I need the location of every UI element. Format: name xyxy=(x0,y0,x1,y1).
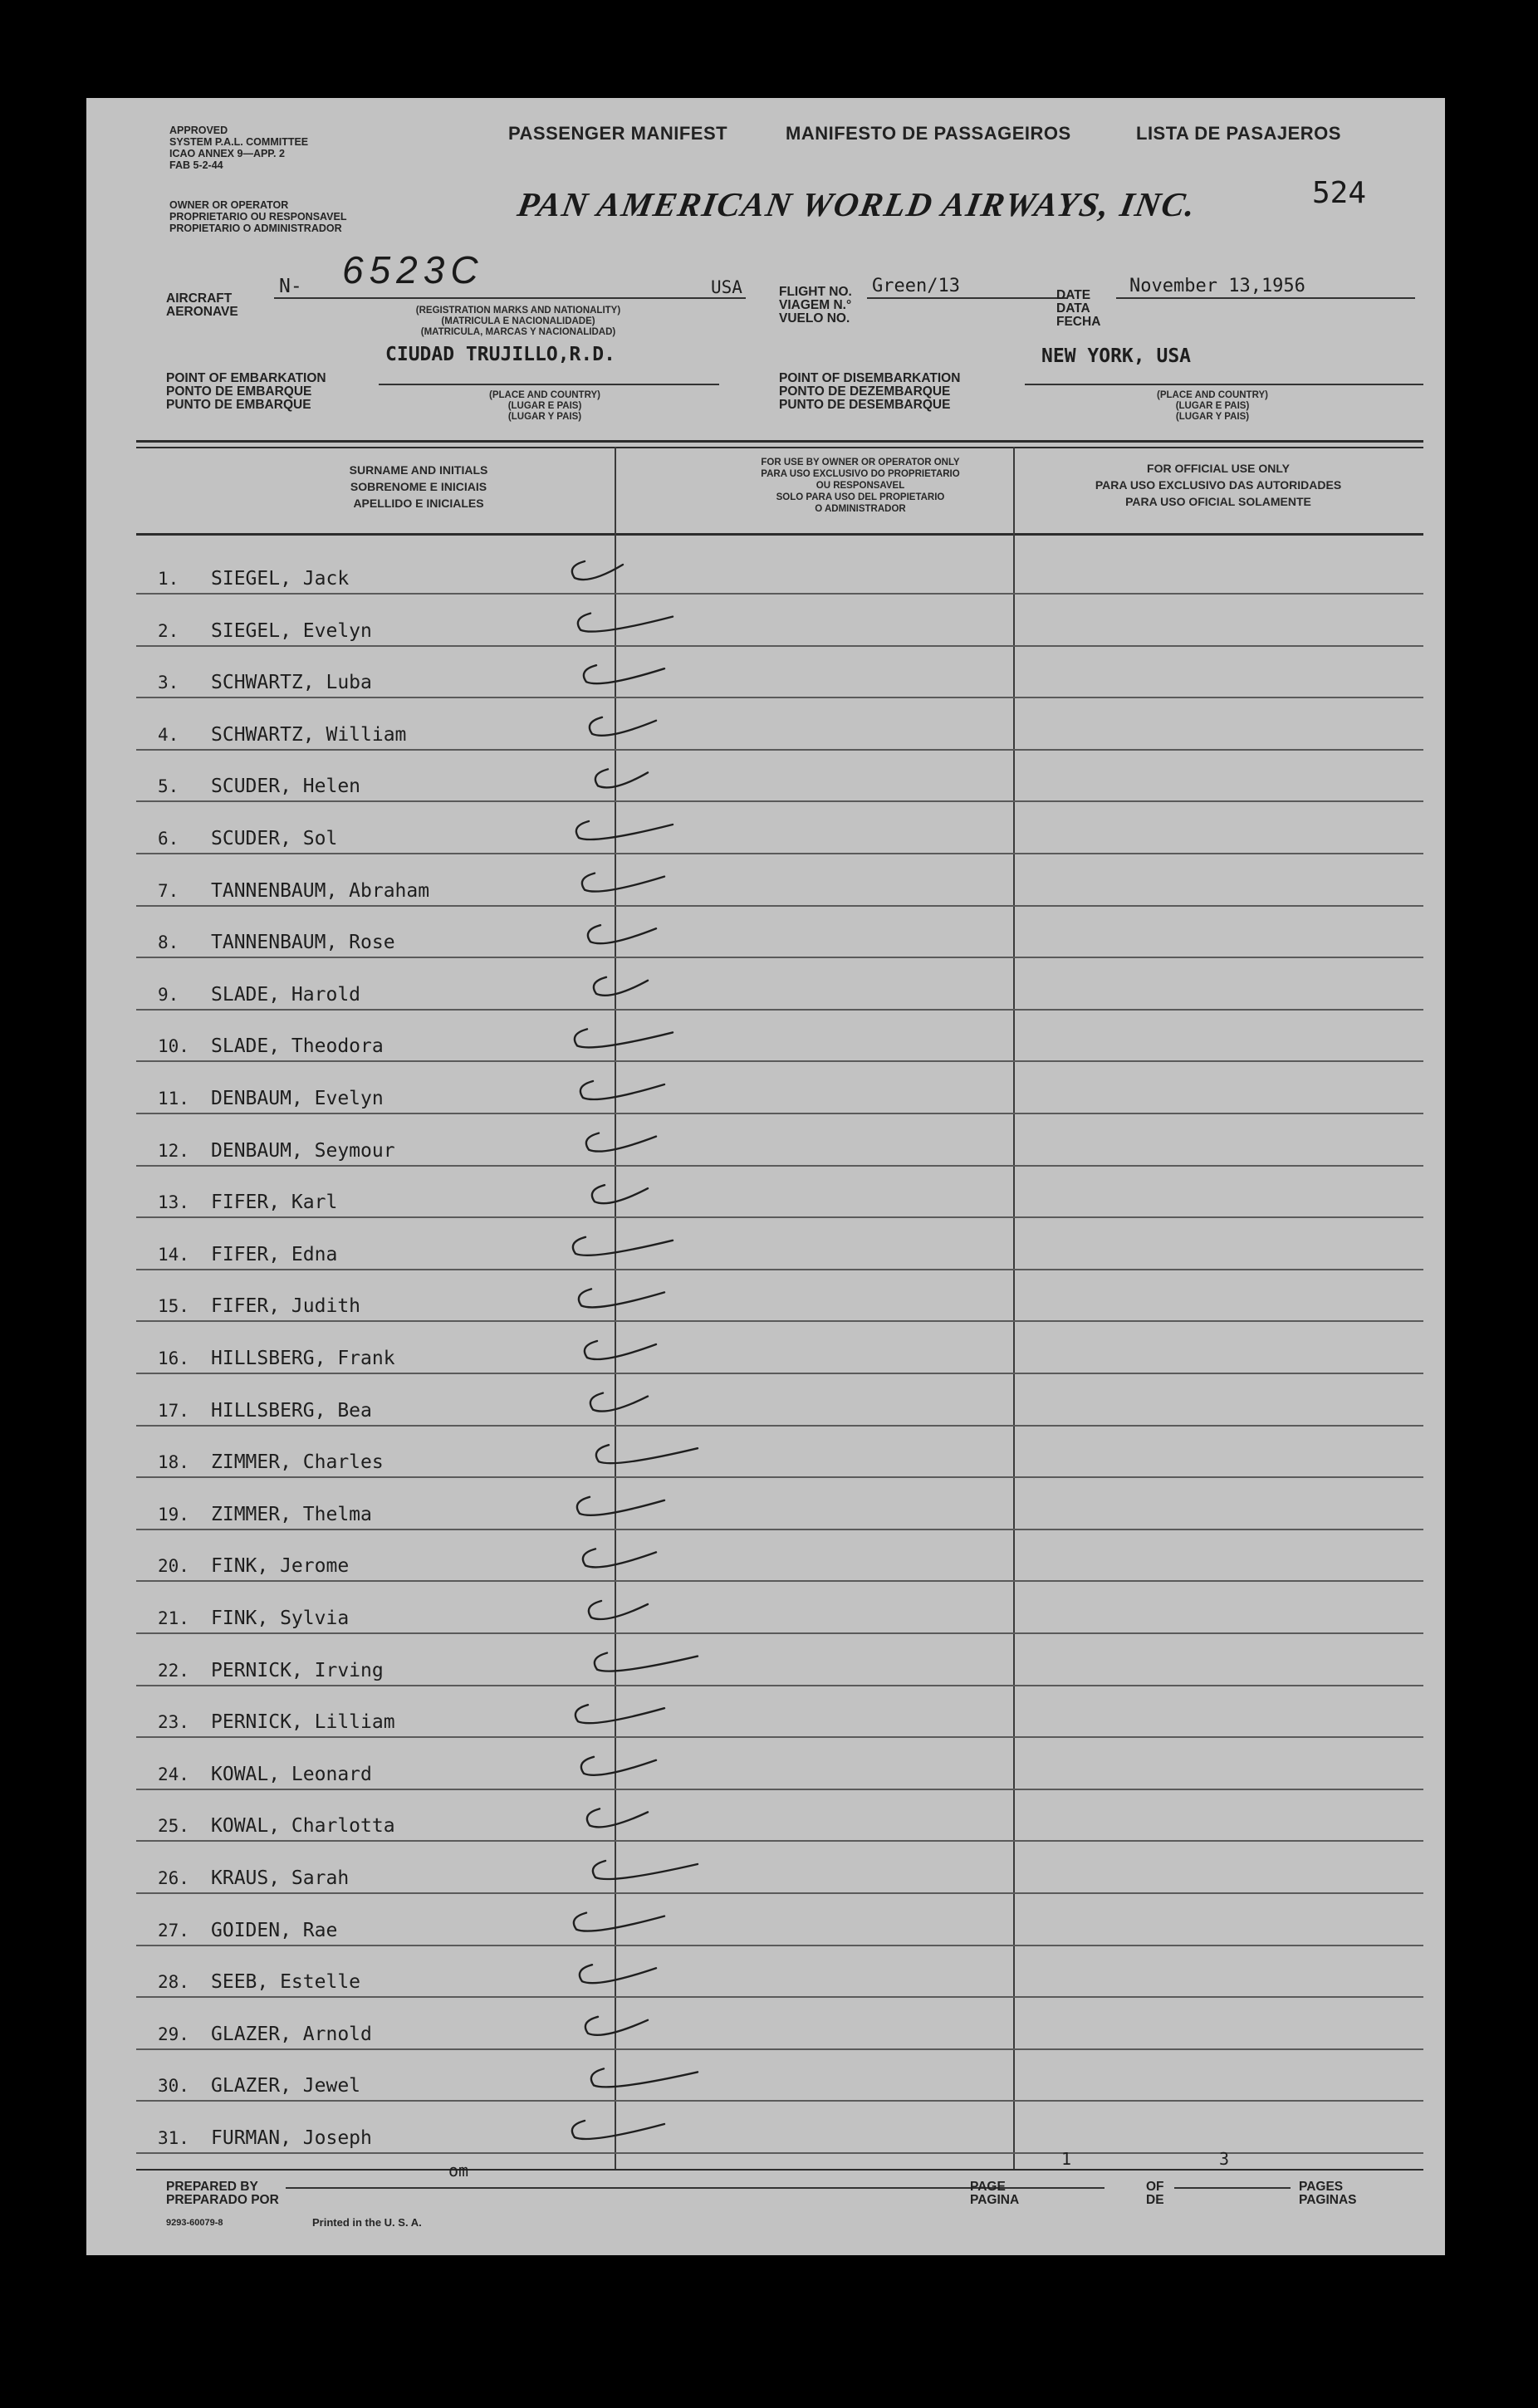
disembarkation-value: NEW YORK, USA xyxy=(1041,345,1192,367)
prepared-value: om xyxy=(448,2161,469,2180)
row-number: 5. xyxy=(158,776,179,797)
checkmark xyxy=(581,1757,656,1775)
row-number: 2. xyxy=(158,620,179,641)
date-label: DATE DATA FECHA xyxy=(1056,288,1101,329)
passenger-name: DENBAUM, Seymour xyxy=(211,1139,395,1162)
date-value: November 13,1956 xyxy=(1129,276,1305,296)
row-number: 13. xyxy=(158,1192,189,1213)
checkmark xyxy=(580,1965,656,1983)
row-number: 22. xyxy=(158,1660,189,1681)
passenger-name: TANNENBAUM, Rose xyxy=(211,932,395,954)
checkmark xyxy=(582,874,664,892)
passenger-name: DENBAUM, Evelyn xyxy=(211,1088,384,1109)
pages-label: PAGES PAGINAS xyxy=(1299,2180,1357,2207)
passenger-name: FINK, Sylvia xyxy=(211,1608,350,1629)
row-number: 10. xyxy=(158,1036,189,1057)
manifest-sheet xyxy=(86,98,1445,2255)
passenger-name: SIEGEL, Evelyn xyxy=(211,619,372,642)
passenger-name: GOIDEN, Rae xyxy=(211,1919,338,1941)
printed-in: Printed in the U. S. A. xyxy=(312,2216,422,2229)
embarkation-label: POINT OF EMBARKATION PONTO DE EMBARQUE PUNTO DE EMBARQUE xyxy=(166,371,326,412)
row-number: 15. xyxy=(158,1296,189,1317)
row-number: 18. xyxy=(158,1452,189,1473)
checkmark xyxy=(579,1289,664,1307)
passenger-name: SCUDER, Sol xyxy=(211,828,338,849)
col-header-owner-use: FOR USE BY OWNER OR OPERATOR ONLY PARA USO EXCLUSIVO DO PROPRIETARIO OU RESPONSAVEL SOLO PARA USO DEL PROPIETARIO O ADMINISTRADOR xyxy=(761,458,960,514)
form-number: 9293-60079-8 xyxy=(166,2218,223,2228)
checkmark xyxy=(590,717,656,736)
row-number: 23. xyxy=(158,1712,189,1733)
of-label: OF DE xyxy=(1146,2180,1164,2207)
checkmark xyxy=(578,614,673,632)
row-number: 26. xyxy=(158,1868,189,1888)
checkmark xyxy=(586,1133,656,1152)
row-number: 11. xyxy=(158,1089,189,1109)
of-underline xyxy=(1174,2187,1291,2189)
row-number: 19. xyxy=(158,1504,189,1525)
passenger-name: FIFER, Karl xyxy=(211,1192,338,1214)
passenger-name: SCUDER, Helen xyxy=(211,776,361,798)
page-number: 524 xyxy=(1312,176,1367,210)
passenger-name: FURMAN, Joseph xyxy=(211,2127,372,2149)
checkmark xyxy=(585,2017,648,2035)
passenger-name: GLAZER, Arnold xyxy=(211,2023,372,2045)
checkmark xyxy=(594,977,648,996)
row-number: 9. xyxy=(158,984,179,1005)
disembarkation-label: POINT OF DISEMBARKATION PONTO DE DEZEMBARQUE PUNTO DE DESEMBARQUE xyxy=(779,371,961,412)
row-number: 25. xyxy=(158,1816,189,1837)
title-lista-pasajeros: LISTA DE PASAJEROS xyxy=(1136,123,1341,144)
checkmarks-layer xyxy=(86,98,1445,2255)
table-bottom-rule xyxy=(136,2169,1423,2171)
passenger-name: KOWAL, Leonard xyxy=(211,1763,372,1785)
passenger-name: FINK, Jerome xyxy=(211,1555,350,1578)
passenger-name: GLAZER, Jewel xyxy=(211,2075,361,2097)
of-value: 3 xyxy=(1219,2149,1230,2169)
owner-label: OWNER OR OPERATOR PROPRIETARIO OU RESPONSAVEL PROPIETARIO O ADMINISTRADOR xyxy=(169,199,347,234)
row-number: 27. xyxy=(158,1920,189,1941)
checkmark xyxy=(585,1341,656,1359)
title-manifesto-passageiros: MANIFESTO DE PASSAGEIROS xyxy=(786,123,1071,144)
row-number: 14. xyxy=(158,1244,189,1265)
passenger-name: KOWAL, Charlotta xyxy=(211,1815,395,1838)
approval-block: APPROVED SYSTEM P.A.L. COMMITTEE ICAO ANNEX 9—APP. 2 FAB 5-2-44 xyxy=(169,125,309,171)
checkmark xyxy=(589,1601,648,1619)
flight-number: Green/13 xyxy=(872,276,960,296)
aircraft-prefix: N- xyxy=(279,276,302,297)
row-number: 3. xyxy=(158,673,179,693)
row-number: 24. xyxy=(158,1764,189,1784)
passenger-name: PERNICK, Lilliam xyxy=(211,1711,395,1734)
aircraft-number: 6523C xyxy=(342,248,484,291)
checkmark xyxy=(590,1393,648,1412)
checkmark xyxy=(591,2068,698,2087)
prepared-label: PREPARED BY PREPARADO POR xyxy=(166,2180,279,2207)
passenger-name: FIFER, Judith xyxy=(211,1295,361,1318)
passenger-name: TANNENBAUM, Abraham xyxy=(211,879,430,902)
row-number: 6. xyxy=(158,829,179,849)
checkmark xyxy=(573,1237,673,1255)
embarkation-place-label: (PLACE AND COUNTRY) (LUGAR E PAIS) (LUGAR Y PAIS) xyxy=(489,390,600,422)
row-number: 16. xyxy=(158,1348,189,1368)
row-number: 20. xyxy=(158,1556,189,1577)
passenger-name: PERNICK, Irving xyxy=(211,1659,384,1681)
page-underline xyxy=(1020,2187,1105,2189)
row-number: 4. xyxy=(158,724,179,745)
row-number: 8. xyxy=(158,932,179,953)
passenger-name: SCHWARTZ, William xyxy=(211,723,407,746)
checkmark xyxy=(576,1705,664,1723)
passenger-name: ZIMMER, Thelma xyxy=(211,1503,372,1525)
passenger-name: FIFER, Edna xyxy=(211,1243,338,1265)
flight-label: FLIGHT NO. VIAGEM N.° VUELO NO. xyxy=(779,285,852,325)
aircraft-country: USA xyxy=(711,277,742,297)
row-number: 7. xyxy=(158,880,179,901)
checkmark xyxy=(595,1653,698,1671)
checkmark xyxy=(574,1913,664,1931)
checkmark xyxy=(595,769,648,787)
disembarkation-place-label: (PLACE AND COUNTRY) (LUGAR E PAIS) (LUGAR Y PAIS) xyxy=(1157,390,1268,422)
row-number: 17. xyxy=(158,1400,189,1421)
checkmark xyxy=(592,1185,648,1203)
checkmark xyxy=(596,1445,698,1463)
company-name: PAN AMERICAN WORLD AIRWAYS, INC. xyxy=(514,185,1200,223)
row-number: 31. xyxy=(158,2128,189,2148)
passenger-name: KRAUS, Sarah xyxy=(211,1867,350,1889)
checkmark xyxy=(576,821,673,839)
checkmark xyxy=(588,925,656,943)
passenger-name: SLADE, Harold xyxy=(211,983,361,1006)
passenger-name: SEEB, Estelle xyxy=(211,1971,361,1994)
row-number: 29. xyxy=(158,2024,189,2044)
checkmark xyxy=(572,2121,664,2139)
title-passenger-manifest: PASSENGER MANIFEST xyxy=(508,123,728,144)
passenger-name: HILLSBERG, Frank xyxy=(211,1348,395,1369)
registration-label: (REGISTRATION MARKS AND NATIONALITY) (MATRICULA E NACIONALIDADE) (MATRICULA, MARCAS Y NACIONALIDAD) xyxy=(415,306,621,337)
embarkation-value: CIUDAD TRUJILLO,R.D. xyxy=(385,344,615,365)
checkmark xyxy=(583,1549,656,1567)
col-header-names: SURNAME AND INITIALS SOBRENOME E INICIAIS APELLIDO E INICIALES xyxy=(349,463,488,510)
page-label: PAGE PAGINA xyxy=(970,2180,1020,2207)
row-number: 12. xyxy=(158,1140,189,1161)
page-value: 1 xyxy=(1061,2149,1072,2169)
row-number: 30. xyxy=(158,2076,189,2097)
checkmark xyxy=(572,561,623,580)
checkmark xyxy=(575,1029,673,1047)
checkmark xyxy=(584,665,664,683)
row-number: 28. xyxy=(158,1972,189,1993)
aircraft-label: AIRCRAFT AERONAVE xyxy=(166,291,238,319)
row-number: 1. xyxy=(158,569,179,589)
checkmark xyxy=(577,1497,664,1515)
passenger-name: ZIMMER, Charles xyxy=(211,1451,384,1474)
col-header-official-use: FOR OFFICIAL USE ONLY PARA USO EXCLUSIVO DAS AUTORIDADES PARA USO OFICIAL SOLAMENTE xyxy=(1095,462,1342,508)
passenger-name: SCHWARTZ, Luba xyxy=(211,672,372,694)
passenger-name: HILLSBERG, Bea xyxy=(211,1399,372,1422)
checkmark xyxy=(580,1081,664,1099)
checkmark xyxy=(593,1861,698,1879)
row-number: 21. xyxy=(158,1608,189,1628)
checkmark xyxy=(587,1808,648,1827)
passenger-name: SIEGEL, Jack xyxy=(211,568,350,590)
passenger-name: SLADE, Theodora xyxy=(211,1035,384,1058)
prepared-underline xyxy=(286,2187,1020,2189)
